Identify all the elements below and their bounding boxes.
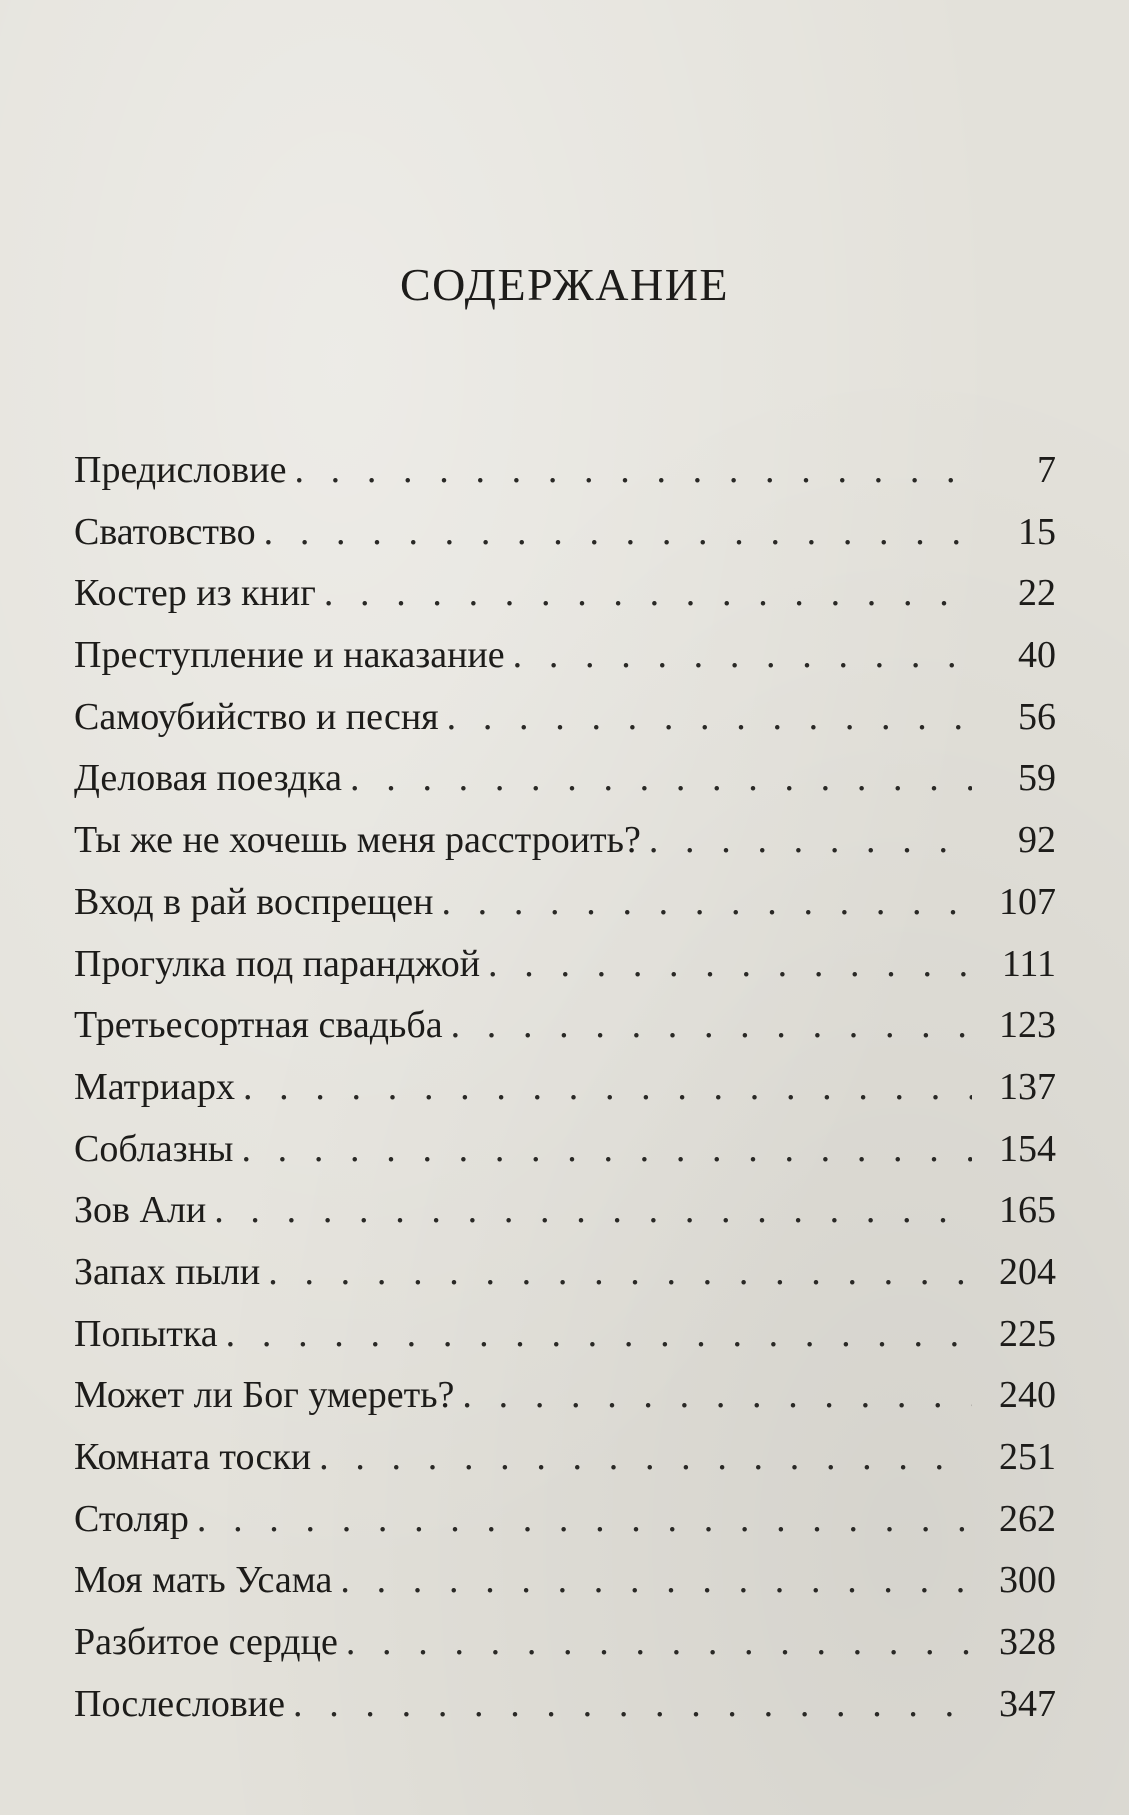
toc-entry bbox=[74, 934, 1056, 996]
dot-leader bbox=[319, 1427, 972, 1489]
toc-entry bbox=[74, 1365, 1056, 1427]
toc-entry-title: Ты же не хочешь меня расстроить? bbox=[74, 819, 641, 862]
dot-leader bbox=[462, 1365, 972, 1427]
toc-entry-title: Разбитое сердце bbox=[74, 1621, 338, 1664]
toc-entry bbox=[74, 1427, 1056, 1489]
dot-leader bbox=[346, 1612, 972, 1674]
toc-entry-title: Сватовство bbox=[74, 510, 256, 553]
toc-entry bbox=[74, 1674, 1056, 1736]
dot-leader bbox=[294, 440, 972, 502]
toc-entry-title: Моя мать Усама bbox=[74, 1559, 333, 1602]
dot-leader bbox=[340, 1550, 972, 1612]
toc-entry bbox=[74, 1180, 1056, 1242]
toc-page-number: 40 bbox=[1018, 634, 1056, 677]
toc-entry bbox=[74, 1612, 1056, 1674]
toc-entry bbox=[74, 748, 1056, 810]
dot-leader bbox=[649, 810, 972, 872]
toc-page-number: 225 bbox=[999, 1312, 1056, 1355]
toc-entry bbox=[74, 502, 1056, 564]
toc-entry-title: Деловая поездка bbox=[74, 757, 343, 800]
toc-entry bbox=[74, 1550, 1056, 1612]
dot-leader bbox=[214, 1180, 972, 1242]
toc-entry bbox=[74, 440, 1056, 502]
toc-page-number: 251 bbox=[999, 1436, 1056, 1478]
toc-page-number: 59 bbox=[1018, 757, 1056, 800]
toc-page-number: 92 bbox=[1018, 819, 1056, 862]
toc-entry-title: Костер из книг bbox=[74, 572, 316, 615]
toc-page-number: 123 bbox=[999, 1004, 1056, 1047]
toc-entry bbox=[74, 563, 1056, 625]
dot-leader bbox=[268, 1242, 972, 1304]
toc-entry bbox=[74, 872, 1056, 934]
toc-entry bbox=[74, 1242, 1056, 1304]
dot-leader bbox=[264, 502, 972, 564]
toc-page-number: 300 bbox=[999, 1559, 1056, 1602]
toc-entry bbox=[74, 1057, 1056, 1119]
toc-entry bbox=[74, 625, 1056, 687]
toc-page-number: 204 bbox=[999, 1250, 1056, 1293]
toc-entry-title: Преступление и наказание bbox=[74, 634, 505, 677]
dot-leader bbox=[451, 995, 972, 1057]
dot-leader bbox=[197, 1489, 972, 1551]
toc-page-number: 7 bbox=[1037, 449, 1056, 491]
dot-leader bbox=[447, 687, 972, 749]
toc-page-number: 56 bbox=[1018, 695, 1056, 738]
dot-leader bbox=[350, 748, 972, 810]
toc-entry bbox=[74, 1304, 1056, 1366]
toc-entry bbox=[74, 995, 1056, 1057]
toc-entry-title: Предисловие bbox=[74, 449, 287, 491]
toc-page-number: 240 bbox=[999, 1374, 1056, 1417]
toc-entry-title: Комната тоски bbox=[74, 1436, 312, 1478]
toc-entry bbox=[74, 687, 1056, 749]
toc-entry-title: Самоубийство и песня bbox=[74, 695, 439, 738]
dot-leader bbox=[488, 934, 972, 996]
dot-leader bbox=[513, 625, 972, 687]
toc-entry-title: Попытка bbox=[74, 1312, 218, 1355]
toc-page-number: 15 bbox=[1018, 510, 1056, 553]
toc-entry-title: Может ли Бог умереть? bbox=[74, 1374, 455, 1417]
dot-leader bbox=[243, 1057, 972, 1119]
toc-page-number: 165 bbox=[999, 1189, 1056, 1232]
toc-page-number: 22 bbox=[1018, 572, 1056, 615]
dot-leader bbox=[324, 563, 972, 625]
toc-entry-title: Зов Али bbox=[74, 1189, 207, 1232]
toc-page-number: 347 bbox=[999, 1682, 1056, 1725]
toc-entry-title: Матриарх bbox=[74, 1065, 235, 1108]
toc-page-number: 137 bbox=[999, 1065, 1056, 1108]
toc-page-number: 262 bbox=[999, 1497, 1056, 1540]
toc-entry-title: Соблазны bbox=[74, 1127, 234, 1170]
toc-entry-title: Столяр bbox=[74, 1497, 189, 1540]
toc-entry bbox=[74, 1119, 1056, 1181]
page-title: СОДЕРЖАНИЕ bbox=[399, 259, 730, 310]
toc-page-number: 107 bbox=[999, 880, 1056, 923]
dot-leader bbox=[226, 1304, 972, 1366]
toc-entry bbox=[74, 1489, 1056, 1551]
toc-page-number: 111 bbox=[1001, 942, 1056, 985]
toc-page-number: 154 bbox=[999, 1127, 1056, 1170]
toc-page-number: 328 bbox=[999, 1621, 1056, 1664]
toc-entry-title: Прогулка под паранджой bbox=[74, 942, 481, 985]
dot-leader bbox=[293, 1674, 972, 1736]
toc-entry-title: Вход в рай воспрещен bbox=[74, 880, 434, 923]
toc-entry-title: Послесловие bbox=[74, 1682, 286, 1725]
toc-entry-title: Третьесортная свадьба bbox=[74, 1004, 443, 1047]
dot-leader bbox=[441, 872, 972, 934]
table-of-contents bbox=[74, 440, 1056, 1735]
toc-entry-title: Запах пыли bbox=[74, 1250, 261, 1293]
dot-leader bbox=[241, 1119, 972, 1181]
toc-entry bbox=[74, 810, 1056, 872]
